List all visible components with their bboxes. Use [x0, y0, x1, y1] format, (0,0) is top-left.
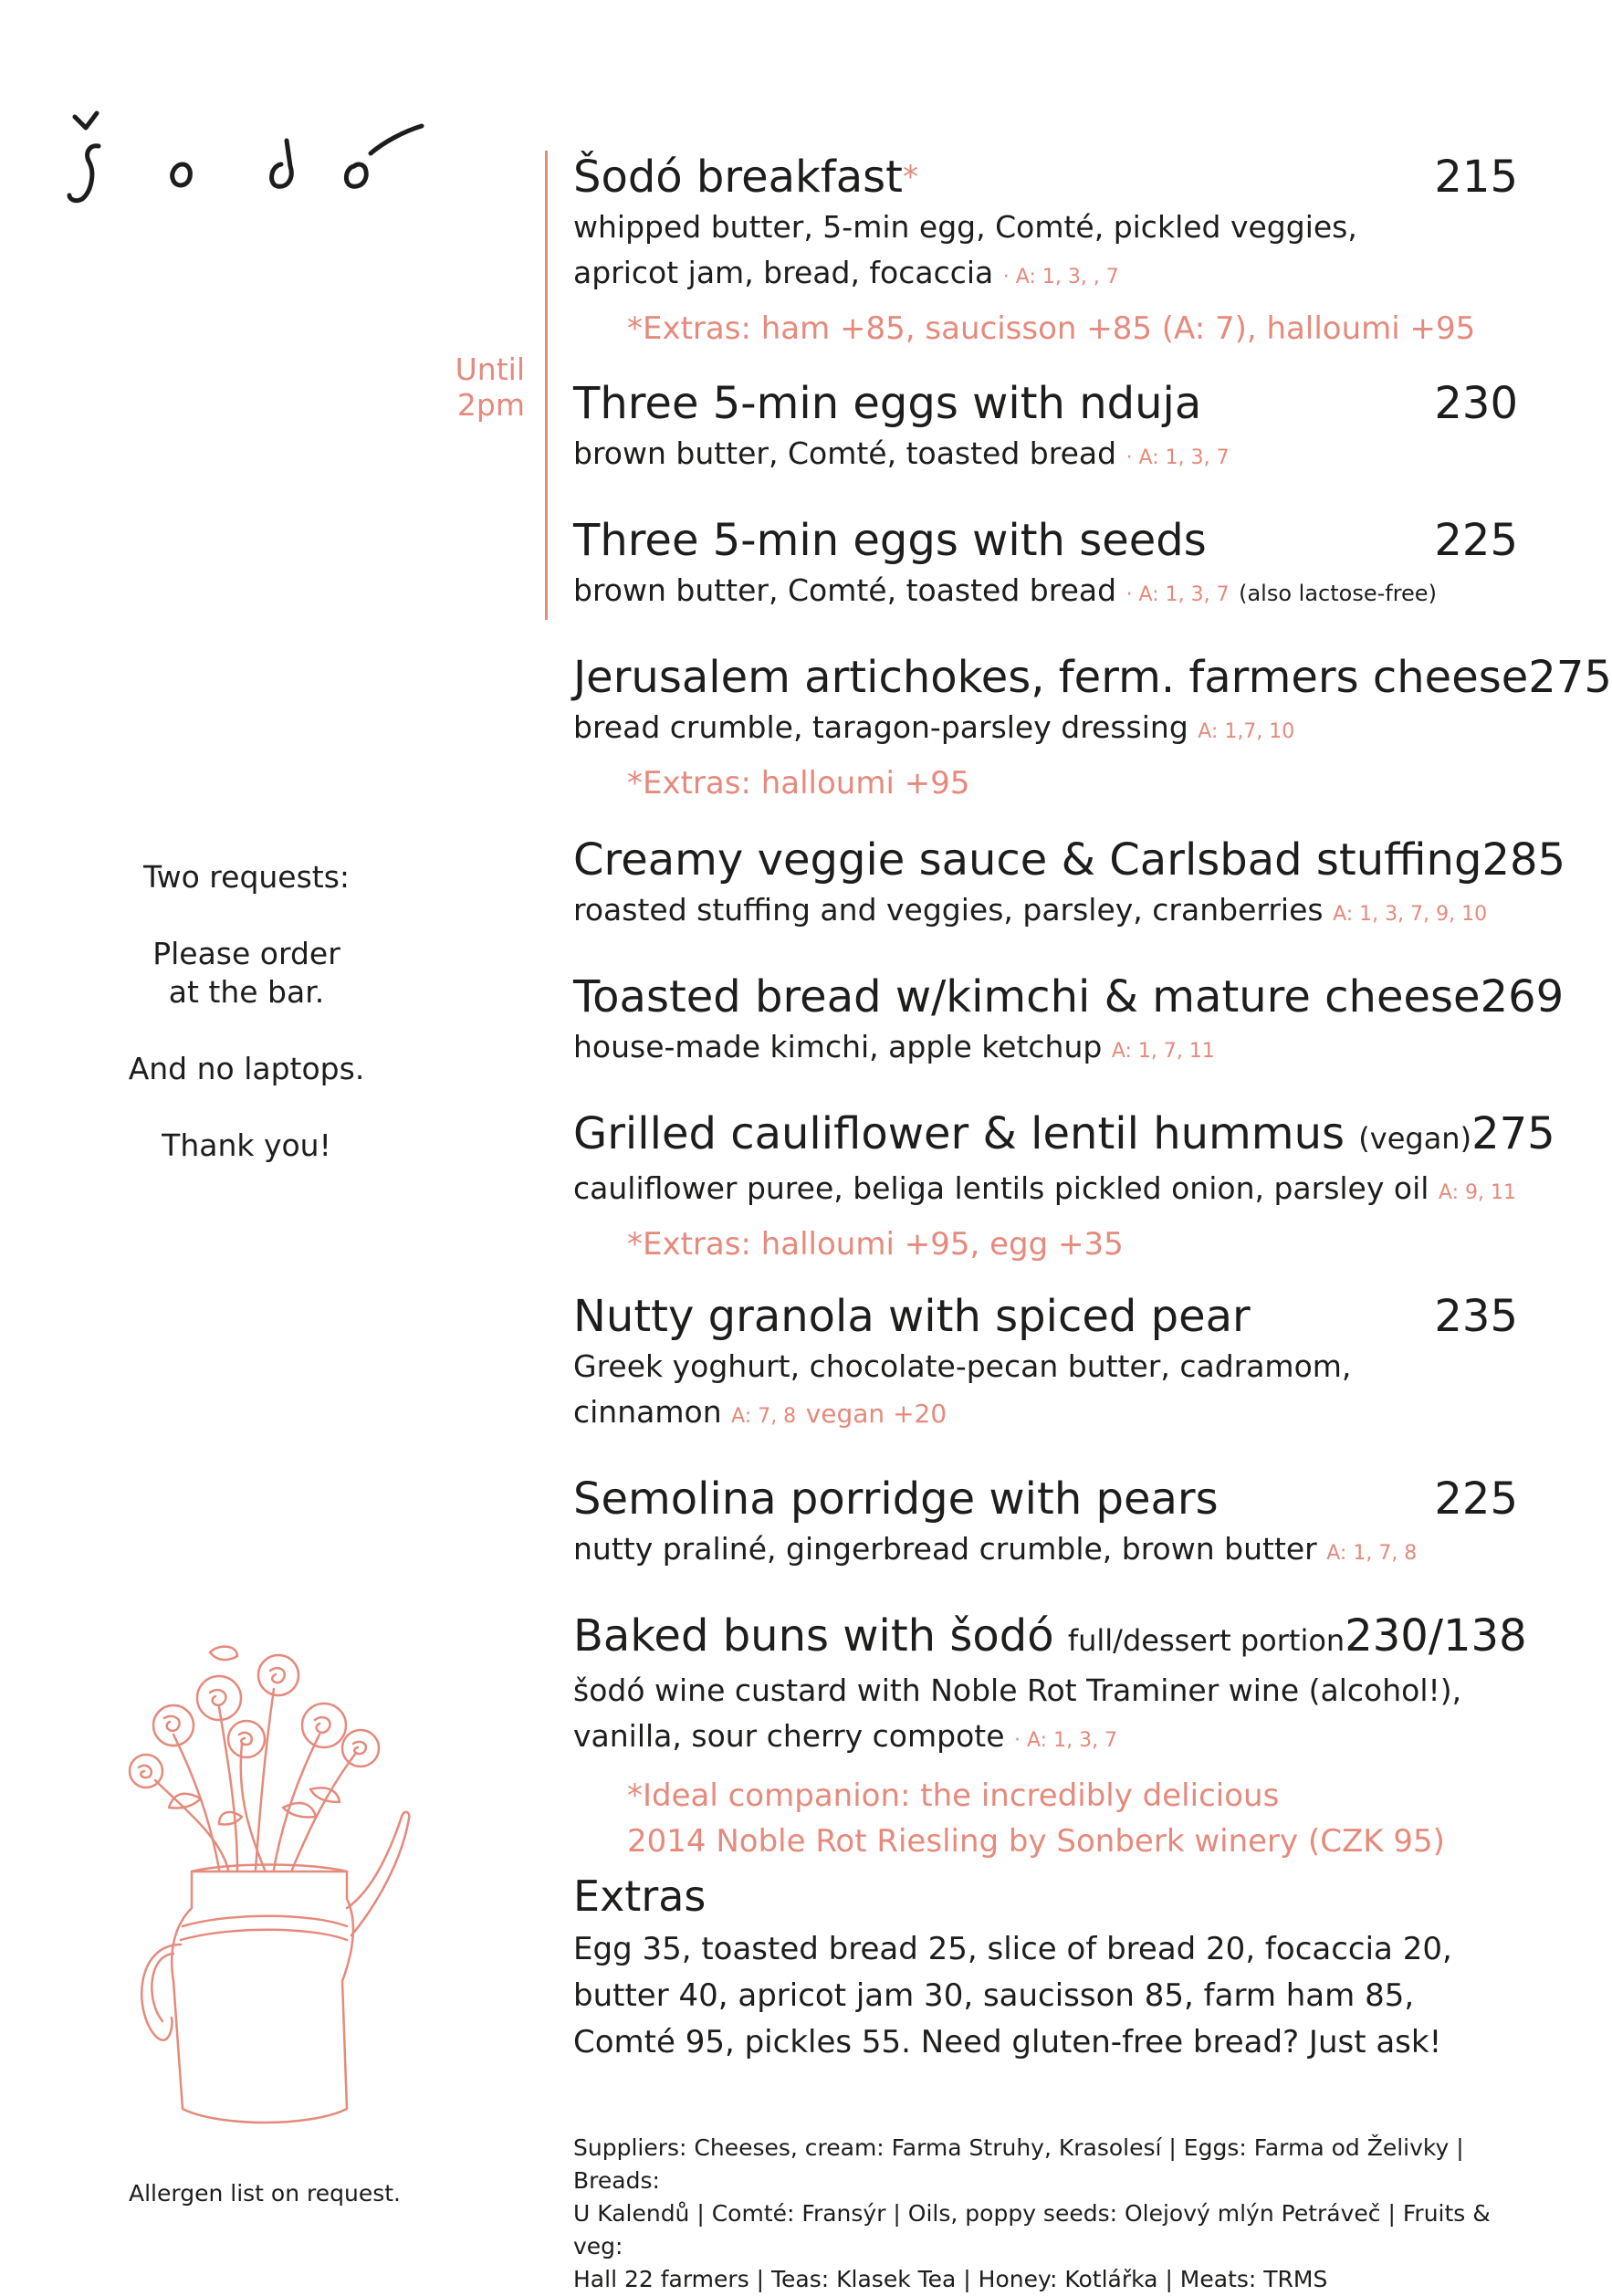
menu-item-grilled-cauliflower: [573, 1108, 1555, 1267]
vegan-option: vegan +20: [805, 1399, 947, 1429]
item-price: 215: [1434, 152, 1518, 203]
item-title: Baked buns with šodó full/dessert portion: [573, 1610, 1345, 1662]
menu-item-eggs-nduja: [573, 378, 1518, 481]
allergens: · A: 1, 3, 7: [1125, 446, 1230, 469]
flower-vase-illustration: [82, 1634, 466, 2145]
allergens: A: 1, 7, 8: [1326, 1542, 1418, 1565]
extras-heading: Extras: [573, 1871, 707, 1921]
item-price: 230/138: [1345, 1610, 1527, 1662]
requests-heading: Two requests:: [142, 859, 351, 895]
item-title: Three 5-min eggs with nduja: [573, 378, 1202, 429]
item-title: Nutty granola with spiced pear: [573, 1291, 1251, 1342]
item-description: roasted stuffing and veggies, parsley, cranberries A: 1, 3, 7, 9, 10: [573, 892, 1488, 928]
item-description: brown butter, Comté, toasted bread · A: 1, 3, 7 (also lactose-free): [573, 572, 1437, 608]
item-title: Three 5-min eggs with seeds: [573, 515, 1207, 566]
menu-item-nutty-granola: [573, 1291, 1518, 1440]
allergen-list-note: Allergen list on request.: [129, 2180, 401, 2207]
request-order-at-bar: Please order at the bar.: [152, 936, 340, 1010]
item-description: whipped butter, 5-min egg, Comté, pickled veggies, apricot jam, bread, focaccia · A: 1, 3, , 7: [573, 209, 1357, 290]
item-price: 275: [1471, 1108, 1555, 1159]
item-price: 225: [1434, 515, 1518, 566]
time-note: Until 2pm: [455, 351, 525, 423]
item-price: 269: [1480, 971, 1565, 1022]
item-extras: *Extras: halloumi +95: [627, 765, 970, 802]
item-description: Greek yoghurt, chocolate-pecan butter, cadramom, cinnamon A: 7, 8 vegan +20: [573, 1348, 1352, 1430]
wine-pairing-note: *Ideal companion: the incredibly delicious 2014 Noble Rot Riesling by Sonberk winery (CZK 95): [627, 1777, 1445, 1860]
item-description: house-made kimchi, apple ketchup A: 1, 7, 11: [573, 1029, 1215, 1064]
menu-item-eggs-seeds: [573, 515, 1518, 618]
menu-item-toasted-bread-kimchi: [573, 971, 1565, 1075]
item-title: Grilled cauliflower & lentil hummus (vegan): [573, 1108, 1472, 1159]
item-title: Toasted bread w/kimchi & mature cheese: [573, 971, 1481, 1022]
item-note: (also lactose-free): [1239, 581, 1437, 606]
item-title: Semolina porridge with pears: [573, 1473, 1219, 1525]
request-no-laptops: And no laptops.: [128, 1051, 365, 1086]
item-extras: *Extras: halloumi +95, egg +35: [627, 1226, 1124, 1263]
suppliers-footer: Suppliers: Cheeses, cream: Farma Struhy, Krasolesí | Eggs: Farma od Želivky | Breads: U Kalendů | Comté: Fransýr | Oils, poppy seeds: Olejový mlýn Petráveč | Fruits & veg: Hall 22 farmers | Teas: Klasek Tea | Honey: Kotlářka | Meats: TRMS: [573, 2134, 1491, 2292]
item-price: 285: [1481, 834, 1566, 886]
menu-item-creamy-veggie-sauce: [573, 834, 1566, 938]
section-divider-line: [545, 151, 548, 620]
allergens: · A: 1, 3, , 7: [1002, 266, 1119, 288]
item-description: cauliflower puree, beliga lentils pickled onion, parsley oil A: 9, 11: [573, 1170, 1516, 1206]
thank-you: Thank you!: [162, 1127, 331, 1163]
allergens: A: 9, 11: [1438, 1181, 1516, 1204]
item-price: 230: [1434, 378, 1518, 429]
menu-item-sodo-breakfast: [573, 152, 1518, 351]
allergens: · A: 1, 3, 7: [1125, 583, 1230, 606]
item-description: bread crumble, taragon-parsley dressing A: 1,7, 10: [573, 709, 1295, 745]
item-price: 275: [1528, 652, 1612, 703]
menu-item-semolina-porridge: [573, 1473, 1518, 1577]
item-description: nutty praliné, gingerbread crumble, brown butter A: 1, 7, 8: [573, 1531, 1418, 1567]
item-price: 235: [1434, 1291, 1518, 1342]
allergens: A: 1, 7, 11: [1111, 1040, 1215, 1063]
allergens: A: 1, 3, 7, 9, 10: [1333, 903, 1488, 926]
allergens: · A: 1, 3, 7: [1014, 1729, 1118, 1752]
extras-list: Egg 35, toasted bread 25, slice of bread 20, focaccia 20, butter 40, apricot jam 30, saucisson 85, farm ham 85, Comté 95, pickles 55. Need gluten-free bread? Just ask!: [573, 1931, 1452, 2060]
item-description: šodó wine custard with Noble Rot Traminer wine (alcohol!), vanilla, sour cherry compote · A: 1, 3, 7: [573, 1672, 1462, 1754]
menu-item-jerusalem-artichokes: [573, 652, 1612, 806]
allergens: A: 1,7, 10: [1198, 720, 1295, 743]
item-price: 225: [1434, 1473, 1518, 1525]
allergens: A: 7, 8: [731, 1405, 797, 1428]
menu-item-baked-buns: [573, 1610, 1527, 1864]
sodo-logo: [64, 100, 429, 219]
item-extras: *Extras: ham +85, saucisson +85 (A: 7), halloumi +95: [627, 310, 1476, 347]
item-title: Jerusalem artichokes, ferm. farmers cheese: [573, 652, 1529, 703]
item-description: brown butter, Comté, toasted bread · A: 1, 3, 7: [573, 435, 1230, 471]
item-title: Creamy veggie sauce & Carlsbad stuffing: [573, 834, 1482, 886]
requests-note: [100, 858, 393, 1203]
item-title: Šodó breakfast*: [573, 152, 918, 203]
